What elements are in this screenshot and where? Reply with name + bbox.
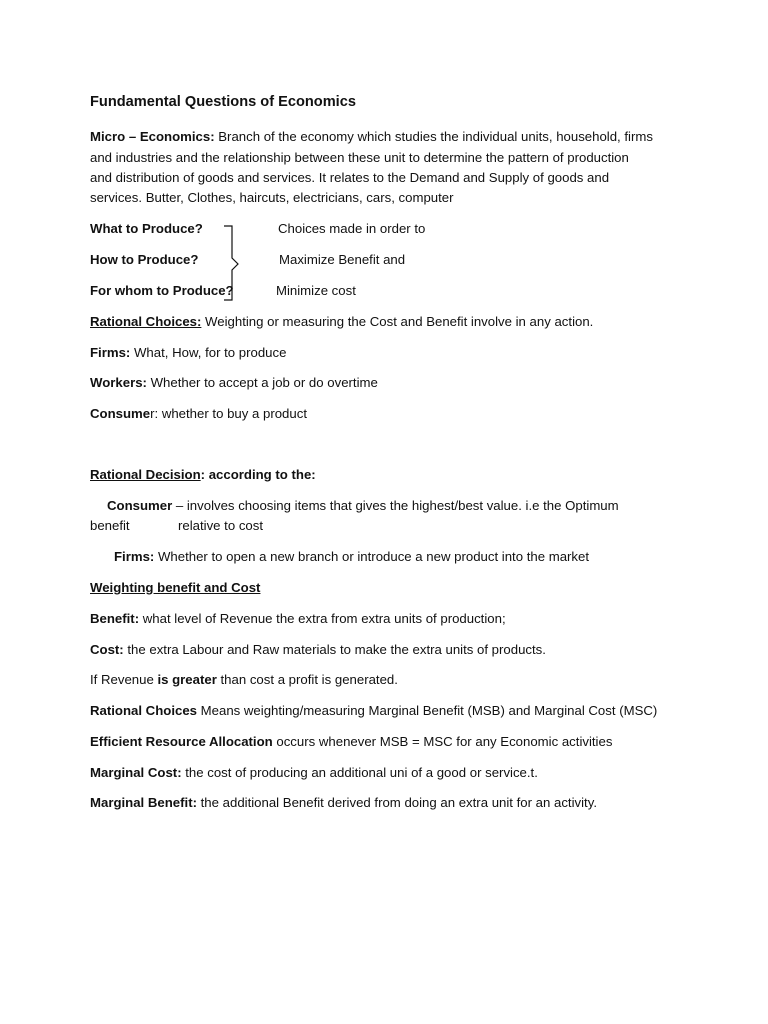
micro-line-4: services. Butter, Clothes, haircuts, electricians, cars, computer [90, 190, 454, 205]
rational-choices-label: Rational Choices: [90, 314, 202, 329]
revenue-text-c: than cost a profit is generated. [216, 672, 398, 687]
micro-line-1 [90, 127, 653, 147]
efficient-allocation-line [90, 732, 612, 752]
marginal-cost-label: Marginal Cost: [90, 765, 182, 780]
question-what [90, 219, 203, 239]
workers-text: Whether to accept a job or do overtime [146, 375, 378, 390]
consumer-decision-text: – involves choosing items that gives the highest/best value. i.e the Optimum [172, 498, 619, 513]
question-how-note: Maximize Benefit and [279, 252, 406, 267]
revenue-text-b: is greater [157, 672, 217, 687]
marginal-cost-line [90, 763, 538, 783]
question-whom-note: Minimize cost [276, 283, 356, 298]
rational-choices-text: Weighting or measuring the Cost and Benefit involve in any action. [201, 314, 594, 329]
rational-decision-label: Rational Decision [90, 467, 201, 482]
question-whom [90, 281, 234, 301]
marginal-cost-text: the cost of producing an additional uni of a good or service.t. [181, 765, 538, 780]
rational-choices-2-line [90, 701, 657, 721]
micro-text-1: Branch of the economy which studies the individual units, household, firms [214, 129, 653, 144]
consumer-decision-label: Consumer [107, 498, 173, 513]
firms-decision-line [114, 547, 589, 567]
micro-line-3: and distribution of goods and services. It relates to the Demand and Supply of goods and [90, 170, 610, 185]
weighting-heading-text: Weighting benefit and Cost [90, 580, 261, 595]
micro-line-2: and industries and the relationship between these unit to determine the pattern of production [90, 150, 629, 165]
page-title: Fundamental Questions of Economics [90, 94, 356, 110]
question-how-label: How to Produce? [90, 252, 199, 267]
workers-line [90, 373, 378, 393]
firms-label: Firms: [90, 345, 131, 360]
marginal-benefit-label: Marginal Benefit: [90, 795, 197, 810]
rational-choices-line [90, 312, 593, 332]
benefit-label: Benefit: [90, 611, 140, 626]
cost-line [90, 640, 546, 660]
rational-choices-2-text: Means weighting/measuring Marginal Benefit (MSB) and Marginal Cost (MSC) [197, 703, 658, 718]
consumer-decision-line-2b: relative to cost [178, 518, 264, 533]
firms-text: What, How, for to produce [130, 345, 287, 360]
micro-label: Micro – Economics: [90, 129, 215, 144]
benefit-text: what level of Revenue the extra from extra units of production; [139, 611, 506, 626]
rational-decision-line [90, 465, 316, 485]
firms-decision-text: Whether to open a new branch or introduce a new product into the market [154, 549, 590, 564]
revenue-text-a: If Revenue [90, 672, 158, 687]
efficient-allocation-label: Efficient Resource Allocation [90, 734, 273, 749]
firms-decision-label: Firms: [114, 549, 155, 564]
consumer-label: Consume [90, 406, 151, 421]
consumer-decision-line-2a: benefit [90, 518, 130, 533]
consumer-text: : whether to buy a product [154, 406, 307, 421]
marginal-benefit-line [90, 793, 597, 813]
question-whom-label: For whom to Produce? [90, 283, 234, 298]
curly-brace-icon [222, 224, 246, 304]
revenue-line [90, 670, 398, 690]
question-what-label: What to Produce? [90, 221, 203, 236]
workers-label: Workers: [90, 375, 147, 390]
consumer-line [90, 404, 307, 424]
rational-choices-2-label: Rational Choices [90, 703, 197, 718]
firms-line [90, 343, 286, 363]
cost-text: the extra Labour and Raw materials to make the extra units of products. [123, 642, 546, 657]
question-how [90, 250, 198, 270]
question-what-note: Choices made in order to [278, 221, 426, 236]
cost-label: Cost: [90, 642, 124, 657]
marginal-benefit-text: the additional Benefit derived from doing an extra unit for an activity. [196, 795, 597, 810]
benefit-line [90, 609, 506, 629]
consumer-decision-line [107, 496, 619, 516]
weighting-heading [90, 578, 260, 598]
efficient-allocation-text: occurs whenever MSB = MSC for any Economic activities [272, 734, 613, 749]
consumer-label-end: r [150, 406, 155, 421]
rational-decision-text: : according to the: [200, 467, 316, 482]
